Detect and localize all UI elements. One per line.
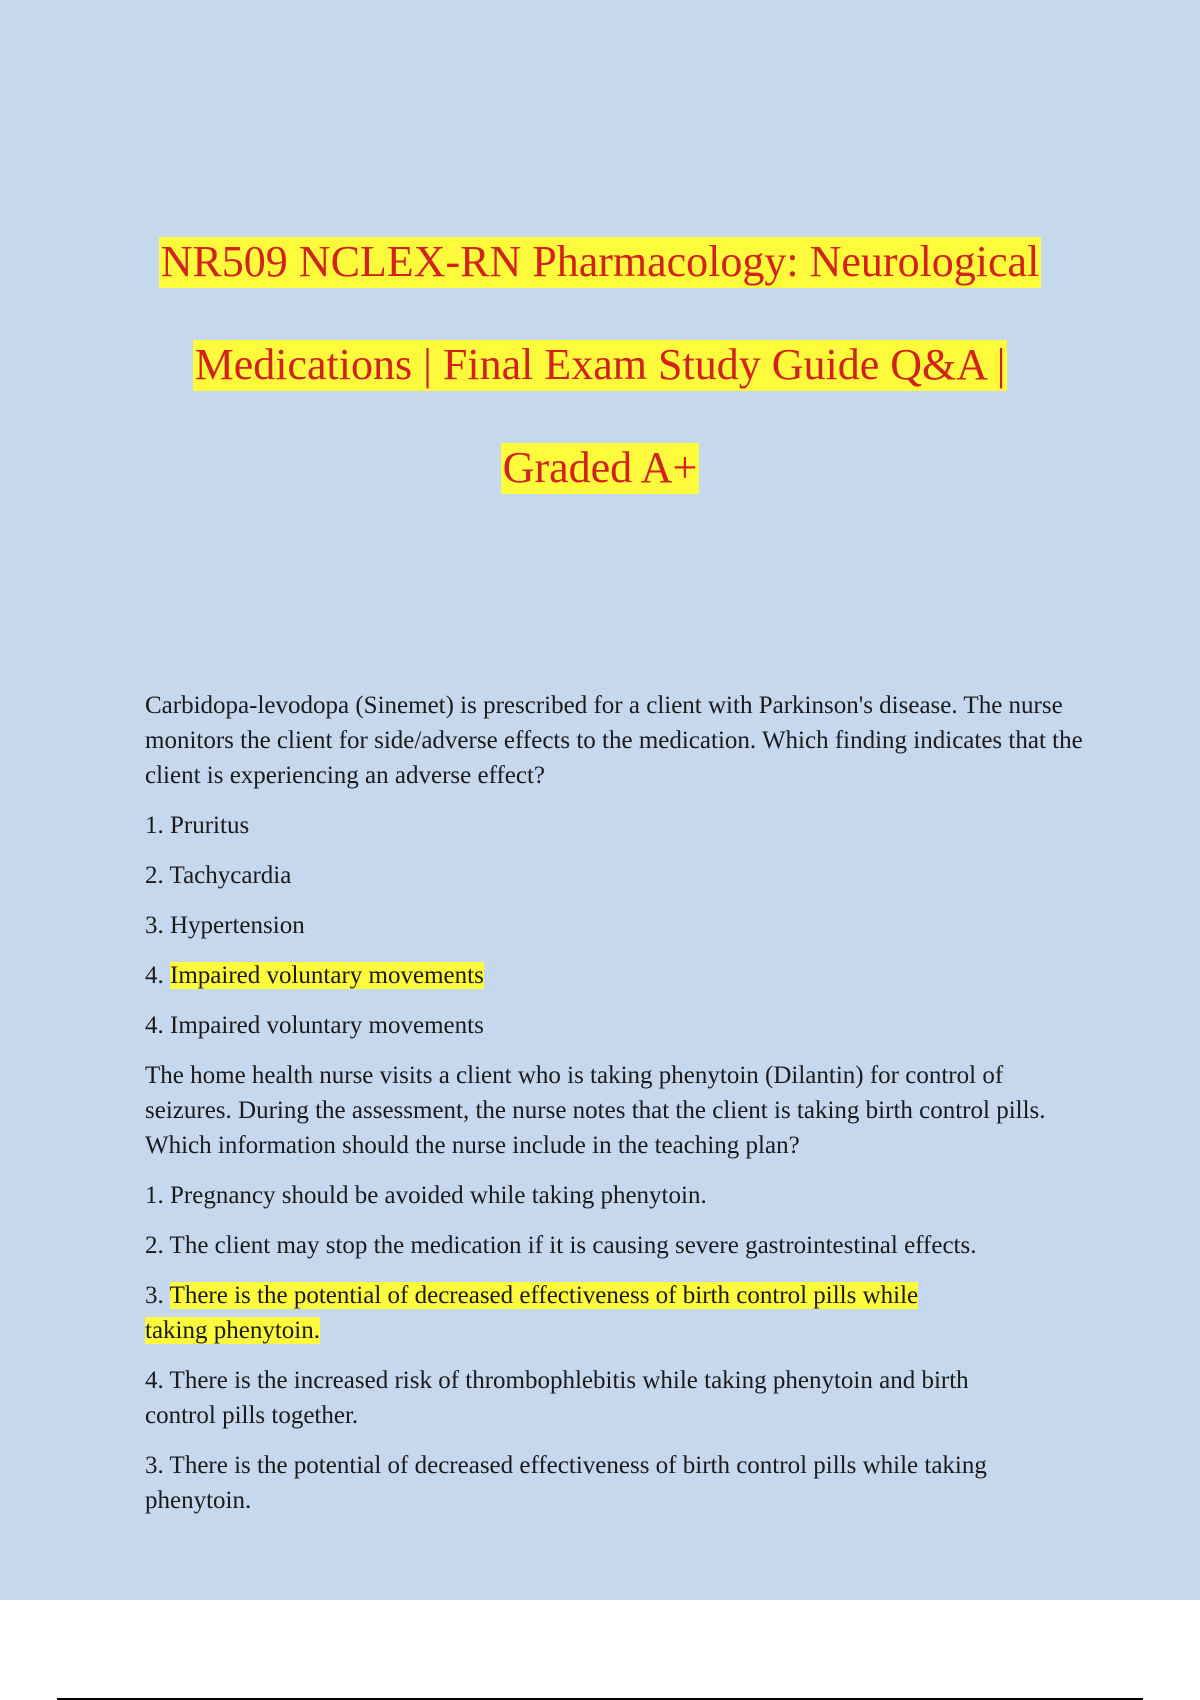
q2-option-1: 1. Pregnancy should be avoided while taking phenytoin. — [145, 1182, 707, 1209]
title-line-1 — [0, 237, 1200, 340]
title-line-3 — [0, 443, 1200, 546]
title-line-3-text: Graded A+ — [502, 443, 698, 492]
title-line-2-text: Medications | Final Exam Study Guide Q&A | — [194, 340, 1006, 389]
q2-option-3-correct — [145, 1278, 965, 1348]
q2-question: The home health nurse visits a client who is taking phenytoin (Dilantin) for control of seizures. During the assessment, the nurse notes that the client is taking birth control pills. Which information should the nurse include in the teaching plan? — [145, 1062, 1046, 1159]
study-content — [145, 688, 1095, 1533]
q2-option-4: 4. There is the increased risk of thrombophlebitis while taking phenytoin and birth control pills together. — [145, 1367, 969, 1429]
q1-option-4-correct — [145, 958, 1095, 993]
q2-option-2: 2. The client may stop the medication if it is causing severe gastrointestinal effects. — [145, 1232, 977, 1259]
q1-option-2: 2. Tachycardia — [145, 862, 292, 889]
q1-option-1: 1. Pruritus — [145, 812, 250, 839]
q2-highlighted-answer: There is the potential of decreased effectiveness of birth control pills while taking phenytoin. — [145, 1282, 919, 1344]
document-title — [0, 237, 1200, 546]
q1-option-4-prefix: 4. — [145, 962, 170, 989]
title-line-1-text: NR509 NCLEX-RN Pharmacology: Neurological — [160, 237, 1040, 286]
q2-answer: 3. There is the potential of decreased effectiveness of birth control pills while taking phenytoin. — [145, 1452, 987, 1514]
q1-question: Carbidopa-levodopa (Sinemet) is prescribed for a client with Parkinson's disease. The nurse monitors the client for side/adverse effects to the medication. Which finding indicates that the client is experiencing an adverse effect? — [145, 692, 1083, 789]
q2-option-3-prefix: 3. — [145, 1282, 170, 1309]
q1-answer: 4. Impaired voluntary movements — [145, 1012, 484, 1039]
title-line-2 — [0, 340, 1200, 443]
q1-option-3: 3. Hypertension — [145, 912, 305, 939]
q1-highlighted-answer: Impaired voluntary movements — [170, 962, 484, 989]
